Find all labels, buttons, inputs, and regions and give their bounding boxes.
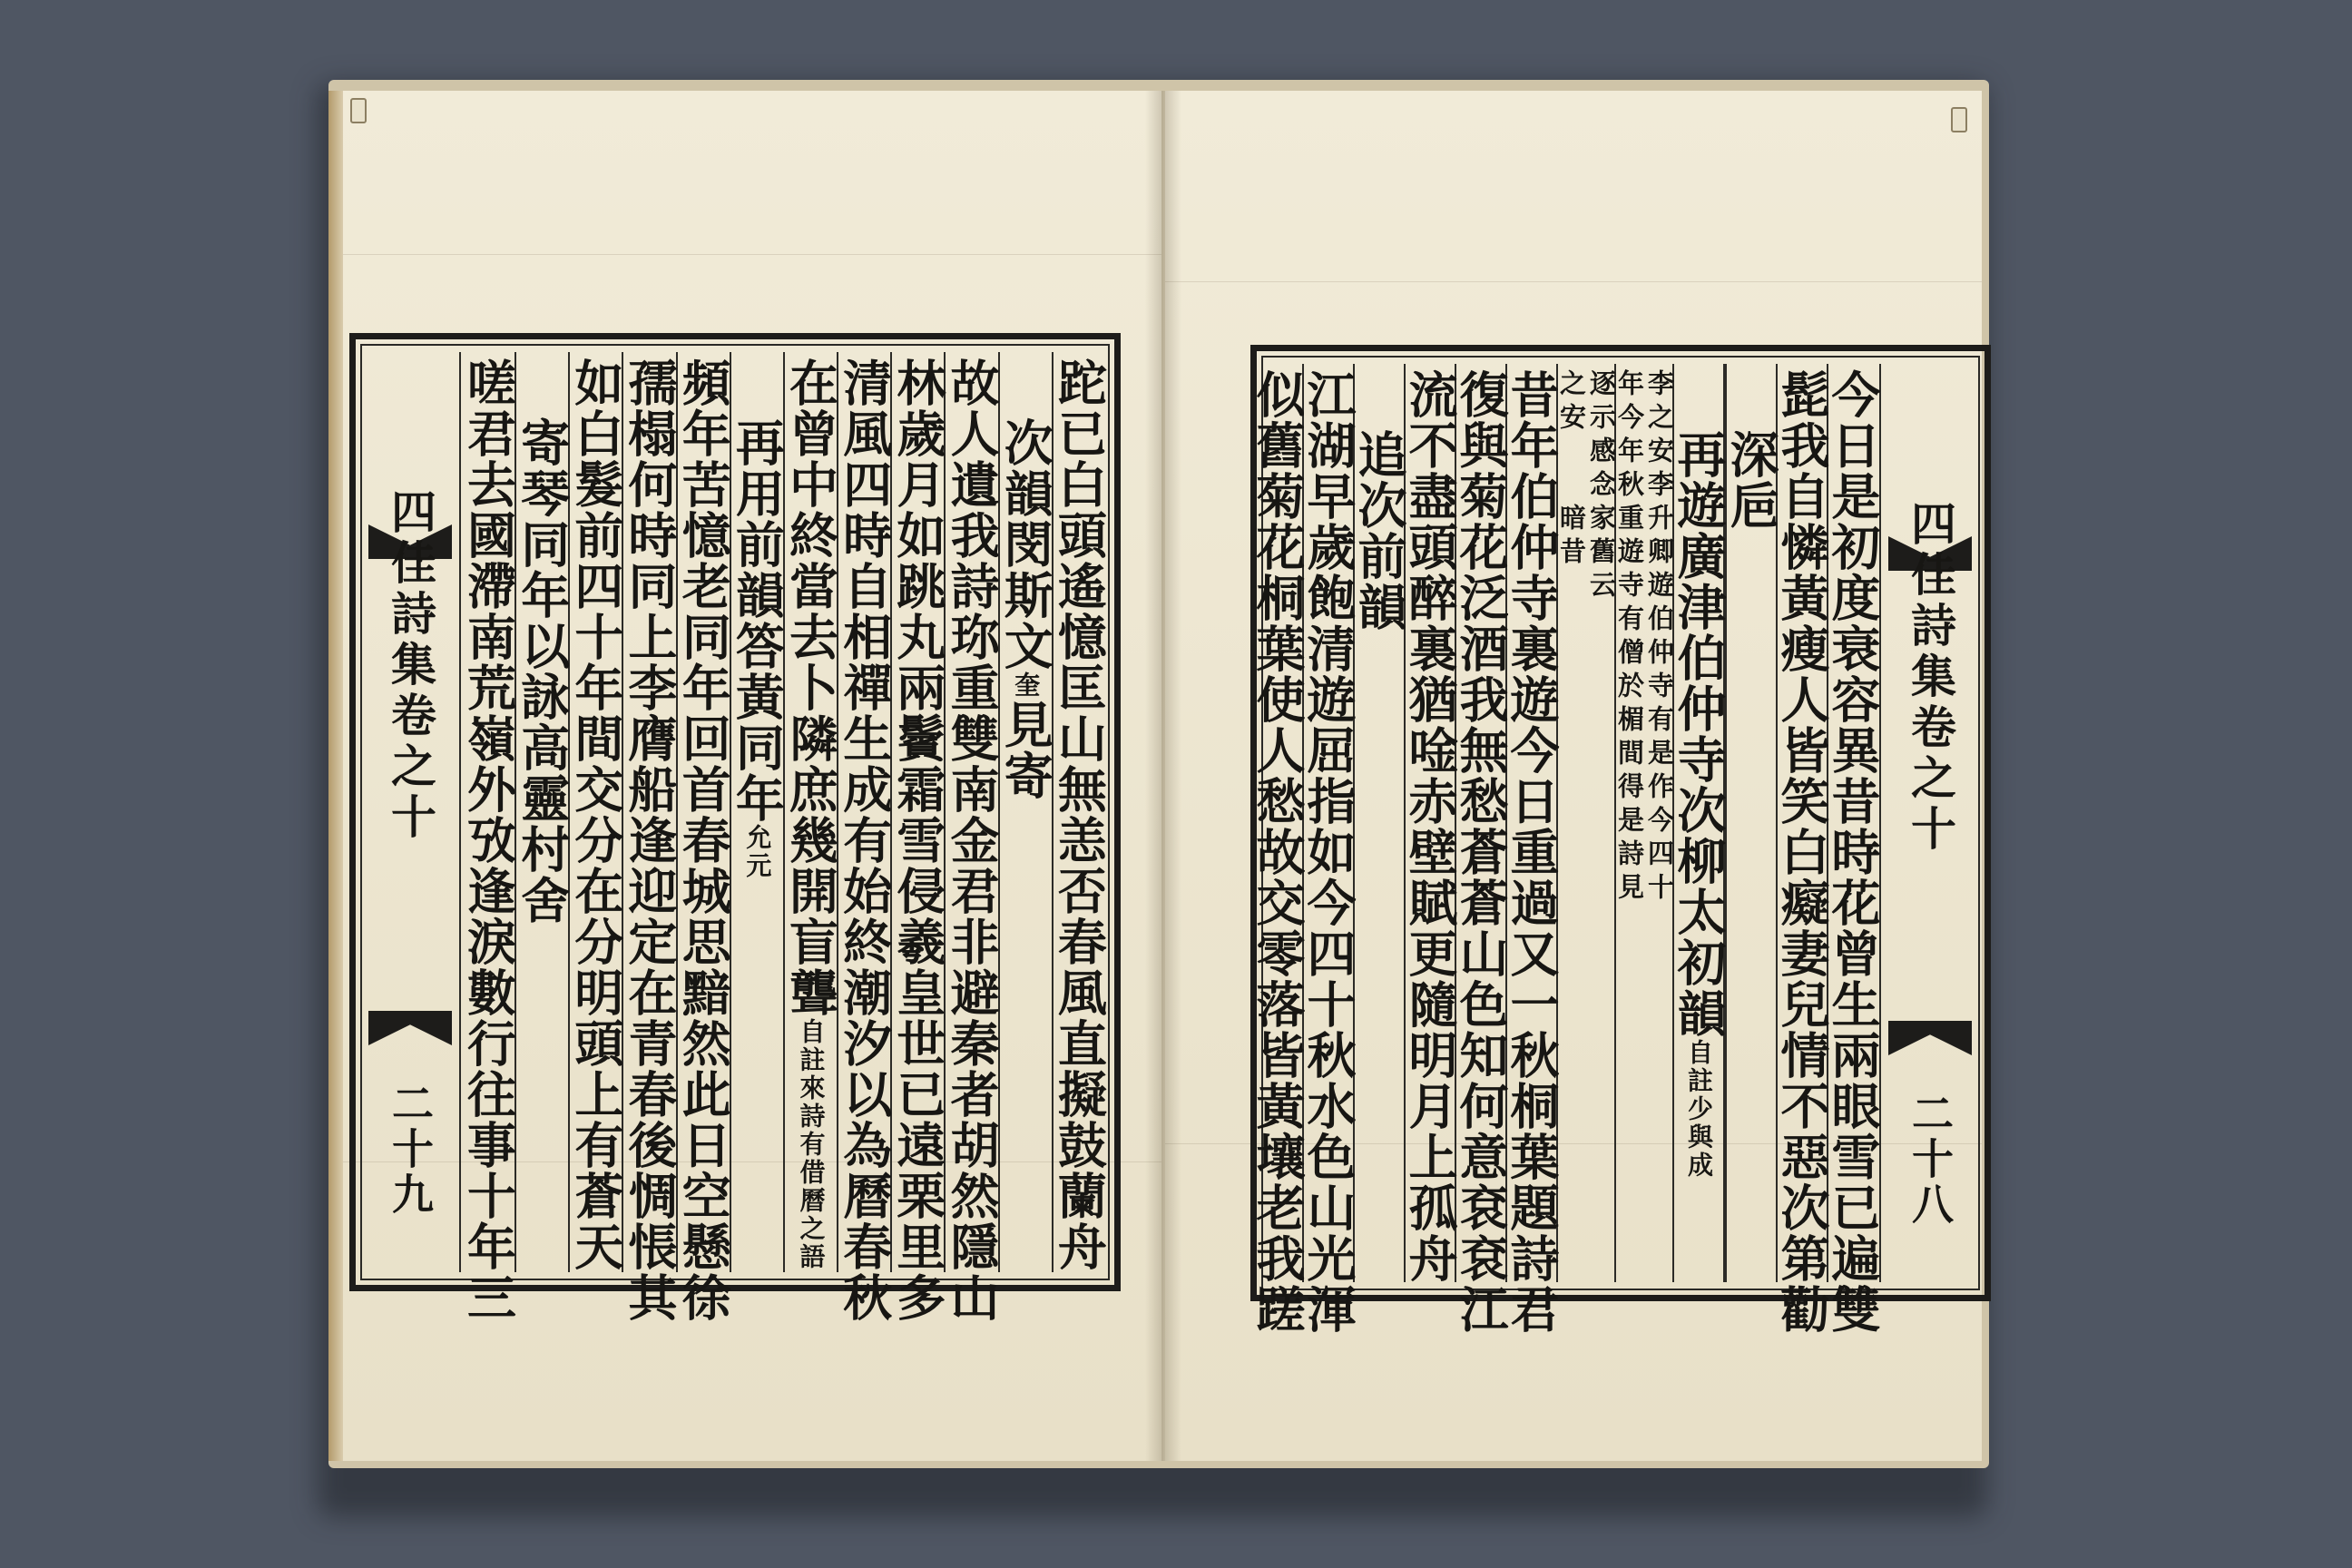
column-text xyxy=(513,358,572,1272)
text-column xyxy=(728,352,787,1272)
text-column xyxy=(781,352,840,1272)
column-text xyxy=(996,358,1055,1272)
column-text xyxy=(1503,369,1561,1335)
text-column xyxy=(459,352,518,1323)
left-page-title-block xyxy=(361,488,459,844)
column-main-text: 昔年伯仲寺裏遊今日重過又一秋桐葉題詩君 xyxy=(1503,369,1561,1335)
left-columns xyxy=(459,352,1109,1323)
column-text xyxy=(621,358,680,1323)
text-column xyxy=(996,352,1055,1272)
lower-fish-tail-mark xyxy=(1888,1021,1972,1055)
column-main-text: 跎已白頭遙憶匡山無恙否春風直擬鼓蘭舟 xyxy=(1050,358,1109,1272)
left-page-number-block xyxy=(361,1082,459,1218)
column-main-text: 清風四時自相禪生成有始終潮汐以為曆春秋 xyxy=(835,358,894,1323)
right-columns xyxy=(1249,364,1882,1335)
left-page-title: 四佳詩集卷之十 xyxy=(384,488,437,844)
binding-string xyxy=(350,98,367,123)
text-column xyxy=(1773,364,1831,1335)
column-text xyxy=(1722,369,1780,1282)
column-text xyxy=(1350,369,1408,1282)
column-main-text: 髭我自憐黃瘦人皆笑白癡妻兒情不惡次第勸 xyxy=(1773,369,1831,1335)
column-main-text: 林歲月如跳丸兩鬢霜雪侵羲皇世已遠栗里多 xyxy=(888,358,947,1323)
right-page-number-block xyxy=(1881,1092,1979,1228)
column-main-text: 復與菊花泛酒我無愁蒼蒼山色知何意袞袞江 xyxy=(1452,369,1510,1335)
annotation-twin-lines xyxy=(1556,369,1617,1282)
column-main-text: 頻年苦憶老同年回首春城思黯然此日空懸徐 xyxy=(674,358,733,1323)
text-column xyxy=(1401,364,1459,1284)
column-text xyxy=(1050,358,1109,1272)
column-main-text: 故人遺我詩珎重雙南金君非避秦者胡然隱山 xyxy=(943,358,1002,1323)
column-text xyxy=(835,358,894,1323)
annotation-twin-lines xyxy=(1614,369,1675,1282)
left-page-number: 二十九 xyxy=(386,1082,435,1218)
annotation-line: 李之安李升卿遊伯仲寺有是作今四十 xyxy=(1644,369,1675,906)
column-text xyxy=(1824,369,1882,1335)
left-page-margin-column xyxy=(361,352,461,1272)
right-page-margin-column xyxy=(1879,364,1979,1282)
column-main-text: 孺榻何時同上李膺船逢迎定在青春後惆悵其 xyxy=(621,358,680,1323)
column-main-text: 似舊菊花桐葉使人愁故交零落皆黃壤老我蹉 xyxy=(1249,369,1307,1335)
right-page-title-block xyxy=(1881,500,1979,856)
column-main-text: 在曾中終當去卜隣庶幾開盲聾 xyxy=(781,358,840,1018)
column-main-text: 再用前韻答黃同年 xyxy=(728,417,787,824)
text-column xyxy=(1503,364,1561,1335)
column-main-text: 深巵 xyxy=(1722,429,1780,531)
text-column xyxy=(943,352,1002,1323)
text-column xyxy=(835,352,894,1323)
column-text xyxy=(781,358,840,1272)
right-page-title: 四佳詩集卷之十 xyxy=(1904,500,1957,856)
annotation-line: 年今年秋重遊寺有僧於楣間得是詩見 xyxy=(1614,369,1645,906)
column-main-text: 嗟君去國滯南荒嶺外攷逢淚數行往事十年三 xyxy=(459,358,518,1323)
text-column xyxy=(621,352,680,1323)
column-text xyxy=(943,358,1002,1323)
text-column xyxy=(674,352,733,1323)
text-column xyxy=(1050,352,1109,1272)
text-column xyxy=(1556,364,1617,1282)
column-main-text: 次韻閔斯文 xyxy=(996,417,1055,671)
column-main-text: 寄琴同年以詠高靈村舍 xyxy=(513,417,572,926)
column-main-text: 如白髮前四十年間交分在分明頭上有蒼天 xyxy=(566,358,625,1272)
column-text xyxy=(1773,369,1831,1335)
column-text xyxy=(1299,369,1357,1335)
column-text xyxy=(674,358,733,1323)
annotation-line: 逐示感念家舊云 xyxy=(1586,369,1617,604)
binding-string xyxy=(1951,107,1967,132)
inline-note: 自註來詩有借曆之語 xyxy=(796,1018,827,1271)
right-text-frame xyxy=(1249,345,1991,1335)
inline-note: 允元 xyxy=(742,824,773,880)
right-page-number: 二十八 xyxy=(1906,1092,1955,1228)
text-column xyxy=(1722,364,1780,1282)
text-column xyxy=(566,352,625,1272)
text-column xyxy=(888,352,947,1323)
text-column xyxy=(1452,364,1510,1335)
column-main-text: 今日是初度衰容異昔時花曾生兩眼雪已遍雙 xyxy=(1824,369,1882,1335)
column-text xyxy=(1401,369,1459,1284)
page-crease xyxy=(343,254,1161,255)
column-text xyxy=(566,358,625,1272)
text-column xyxy=(1670,364,1728,1282)
column-text xyxy=(888,358,947,1323)
text-column xyxy=(1614,364,1675,1282)
inline-note: 自註少與成 xyxy=(1684,1039,1714,1180)
lower-fish-tail-mark xyxy=(368,1011,452,1045)
column-tail-text: 見寄 xyxy=(996,700,1055,801)
text-column xyxy=(1350,364,1408,1282)
column-main-text: 再遊廣津伯仲寺次柳太初韻 xyxy=(1670,429,1728,1039)
column-main-text: 江湖早歲飽清遊屈指如今四十秋水色山光渾 xyxy=(1299,369,1357,1335)
book-gutter xyxy=(1145,91,1181,1461)
column-main-text: 流不盡頭醉裏猶唫赤壁賦更隨明月上孤舟 xyxy=(1401,369,1459,1284)
column-text xyxy=(1670,369,1728,1282)
inline-note: 奎 xyxy=(1011,671,1042,700)
text-column xyxy=(1824,364,1882,1335)
text-column xyxy=(1249,364,1307,1335)
column-text xyxy=(728,358,787,1272)
text-column xyxy=(1299,364,1357,1335)
annotation-line: 之安 暗昔 xyxy=(1556,369,1587,571)
column-main-text: 追次前韻 xyxy=(1350,429,1408,632)
page-crease xyxy=(1165,281,1982,282)
left-text-frame xyxy=(349,333,1121,1323)
column-text xyxy=(459,358,518,1323)
column-text xyxy=(1452,369,1510,1335)
column-text xyxy=(1249,369,1307,1335)
text-column xyxy=(513,352,572,1272)
